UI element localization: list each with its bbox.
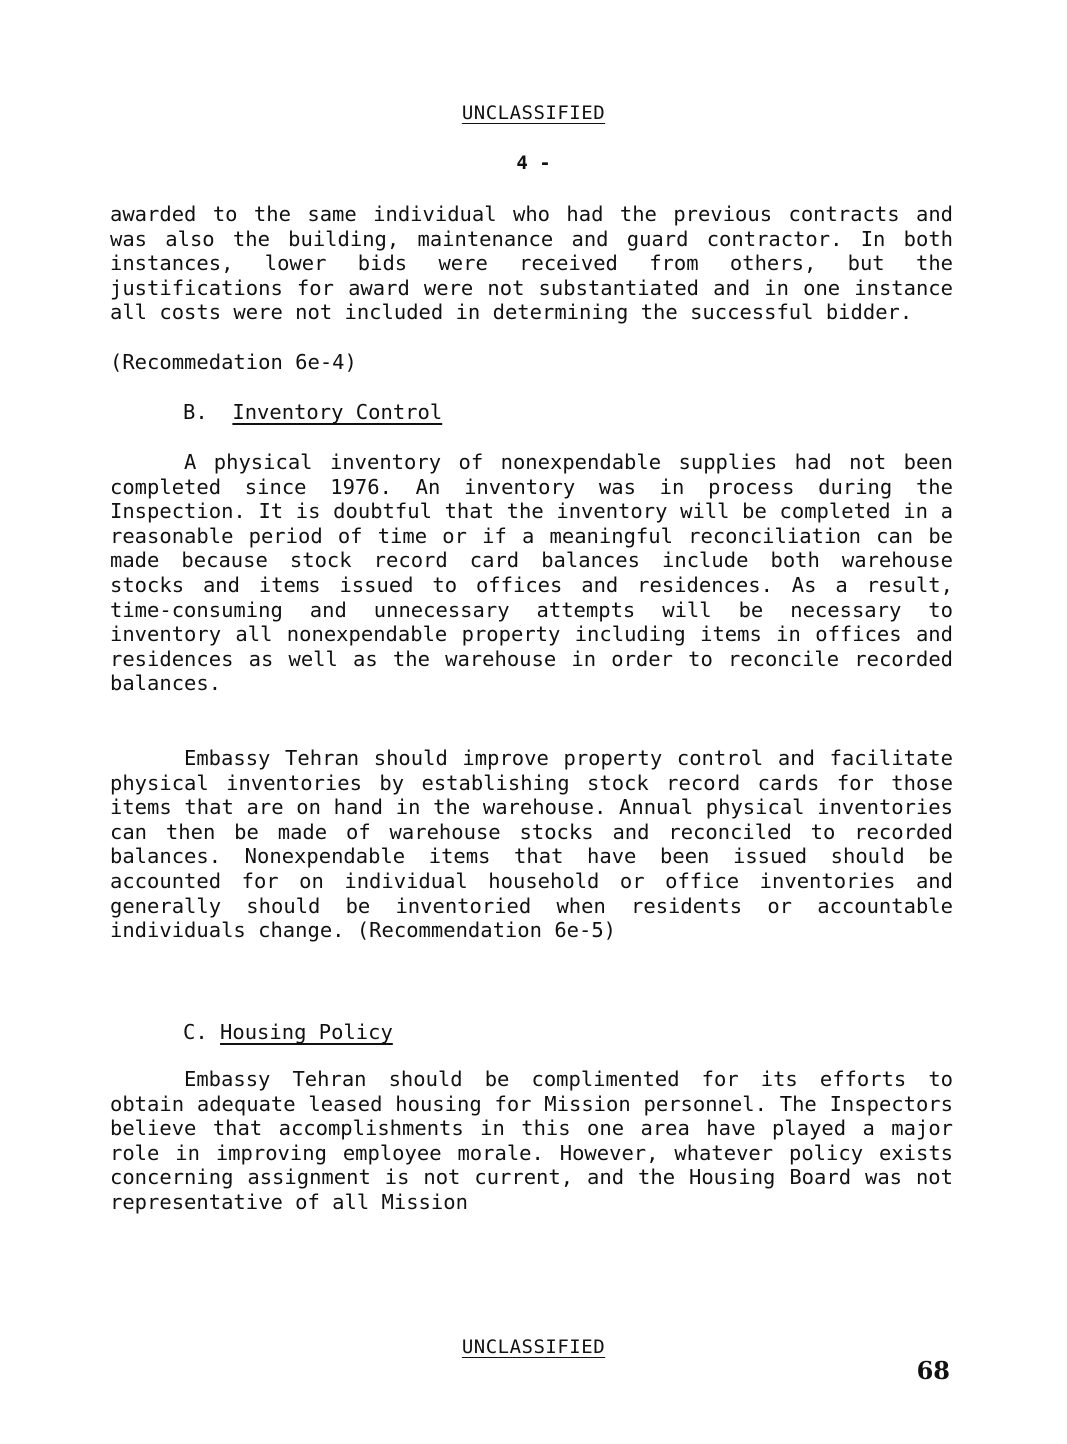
- page-number-stamp: 68: [916, 1356, 950, 1385]
- section-letter-b: B.: [183, 400, 208, 424]
- classification-header: [0, 102, 1067, 124]
- section-heading-housing-policy: [183, 1020, 393, 1045]
- section-title-inventory-control: Inventory Control: [232, 400, 443, 424]
- page-marker: 4 -: [516, 152, 551, 174]
- paragraph-property-control-text: Embassy Tehran should improve property control and facilitate physical inventories by establishing stock record cards for those items that are on hand in the warehouse. Annual physical inventories can then be made of warehouse stocks and reconciled to recorded balances. Nonexpendable items that have been issued should be accounted for on individual household or office inventories and generally should be inventoried when residents or accountable individuals change. (Recommendation 6e-5): [110, 746, 953, 943]
- classification-footer-text: UNCLASSIFIED: [461, 1336, 606, 1358]
- paragraph-contract-award: awarded to the same individual who had the previous contracts and was also the building, maintenance and guard contractor. In both instances, lower bids were received from others, but the justifications for award were not substantiated and in one instance all costs were not included in determining the successful bidder.: [110, 202, 953, 325]
- section-heading-inventory-control: [183, 400, 442, 425]
- paragraph-physical-inventory: [110, 450, 953, 696]
- section-letter-c: C.: [183, 1020, 208, 1044]
- classification-header-text: UNCLASSIFIED: [461, 102, 606, 124]
- section-title-housing-policy: Housing Policy: [220, 1020, 393, 1044]
- recommendation-reference-6e-4: (Recommedation 6e-4): [110, 350, 357, 374]
- paragraph-physical-inventory-text: A physical inventory of nonexpendable supplies had not been completed since 1976. An inventory was in process during the Inspection. It is doubtful that the inventory will be completed in a reasonable period of time or if a meaningful reconciliation can be made because stock record card balances include both warehouse stocks and items issued to offices and residences. As a result, time-consuming and unnecessary attempts will be necessary to inventory all nonexpendable property including items in offices and residences as well as the warehouse in order to reconcile recorded balances.: [110, 450, 953, 696]
- paragraph-housing: [110, 1067, 953, 1215]
- classification-footer: [0, 1336, 1067, 1358]
- paragraph-housing-text: Embassy Tehran should be complimented for its efforts to obtain adequate leased housing for Mission personnel. The Inspectors believe that accomplishments in this one area have played a major role in improving employee morale. However, whatever policy exists concerning assignment is not current, and the Housing Board was not representative of all Mission: [110, 1067, 953, 1214]
- paragraph-property-control: [110, 746, 953, 943]
